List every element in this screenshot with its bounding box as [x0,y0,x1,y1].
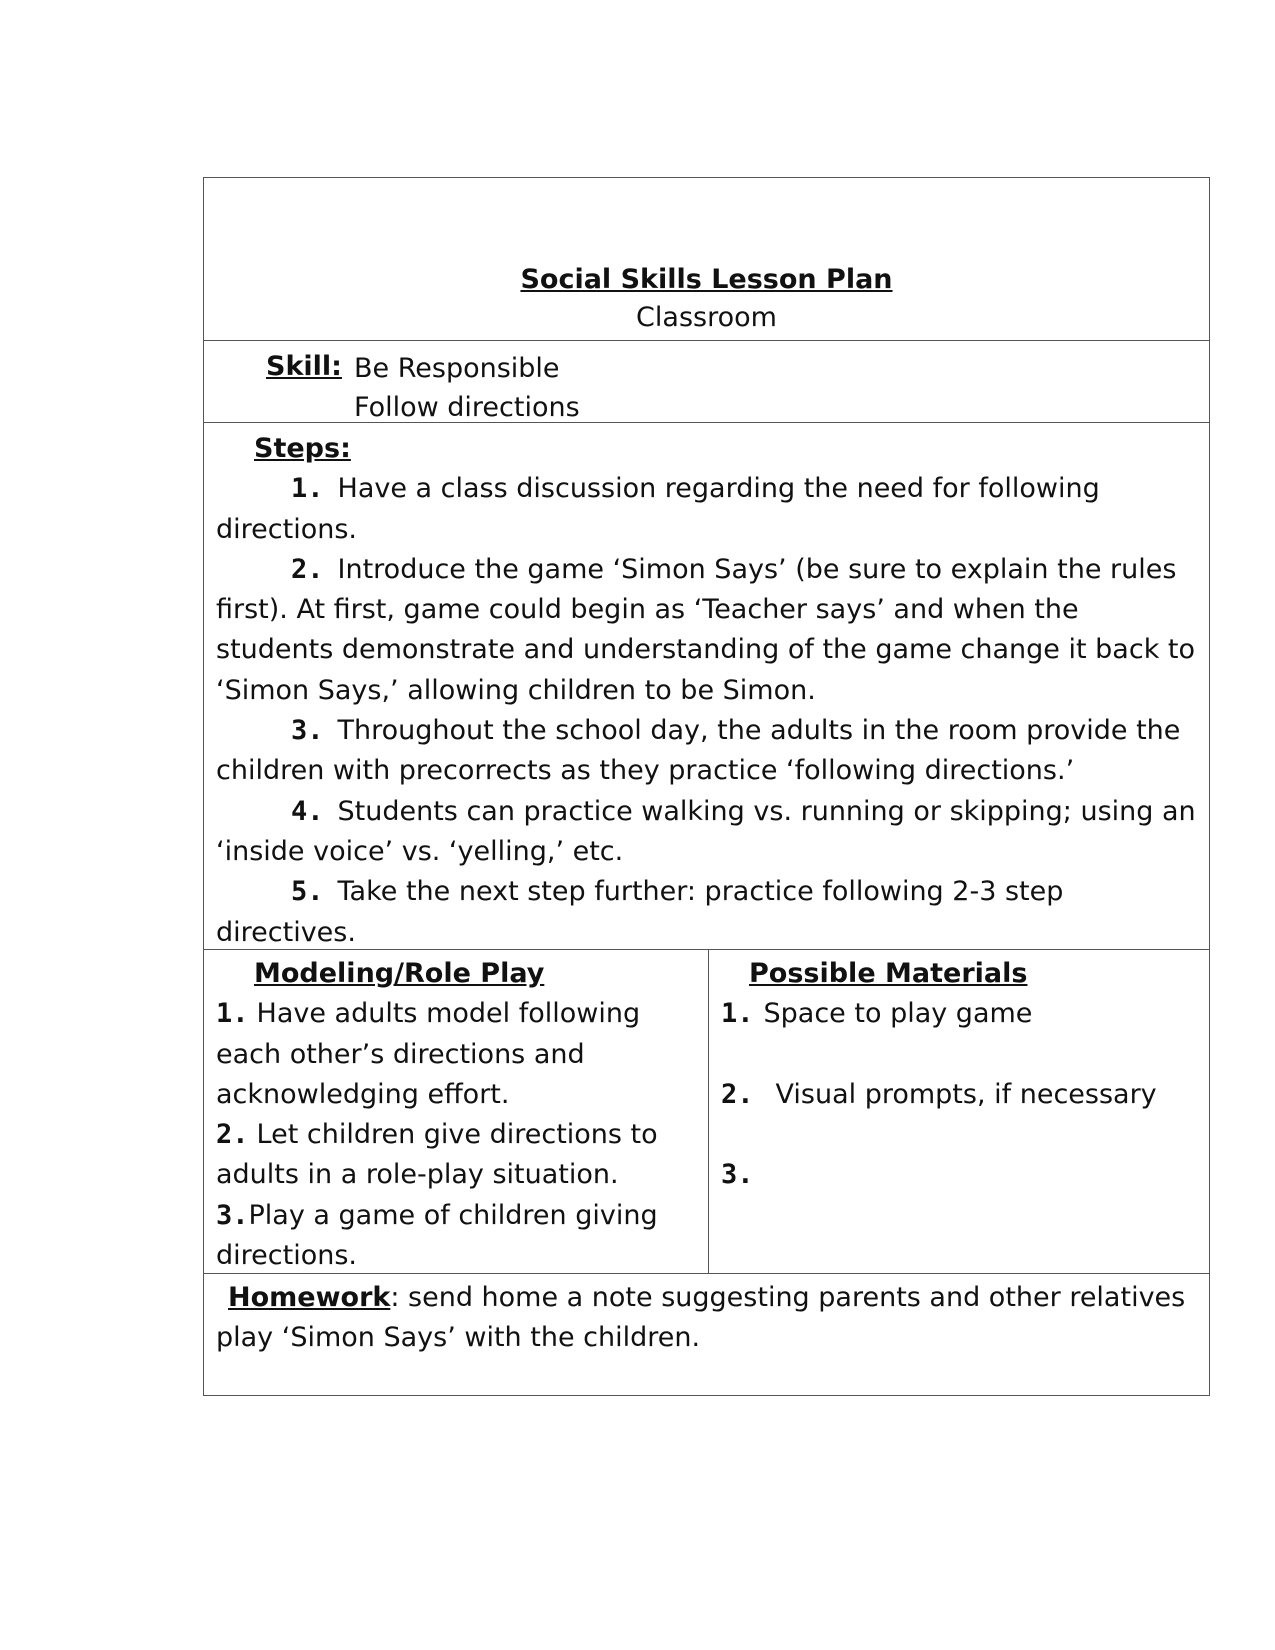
steps-heading: Steps: [254,433,351,464]
step-number: 2. [291,553,324,585]
step-number: 3. [291,715,324,747]
step-text: Take the next step further: practice following 2-3 step directives. [216,876,1064,948]
modeling-column [204,950,709,1273]
step-item [216,469,1197,550]
modeling-text: Have adults model following each other’s directions and acknowledging effort. [216,998,641,1110]
spacer [721,1035,1199,1075]
step-text: Have a class discussion regarding the need for following directions. [216,473,1100,545]
step-item [216,550,1197,711]
material-text: Space to play game [763,998,1033,1030]
modeling-number: 3. [216,1199,249,1231]
material-number: 1. [721,998,754,1030]
step-number: 5. [291,876,324,908]
modeling-text: Let children give directions to adults in a role-play situation. [216,1119,658,1191]
modeling-text: Play a game of children giving directions. [216,1199,658,1272]
modeling-item [216,1196,698,1277]
skill-section [204,341,1209,423]
materials-heading: Possible Materials [749,958,1028,989]
step-item [216,711,1197,792]
step-number: 4. [291,795,324,827]
homework-section [204,1274,1209,1395]
material-number: 2. [721,1078,754,1110]
modeling-heading: Modeling/Role Play [254,958,545,989]
skill-line: Follow directions [354,392,580,423]
lesson-plan-table [203,177,1210,1396]
homework-text: : send home a note suggesting parents and other relatives play ‘Simon Says’ with the children. [216,1282,1186,1354]
modeling-item [216,994,698,1115]
document-subtitle: Classroom [636,302,777,333]
modeling-item [216,1115,698,1196]
skill-line: Be Responsible [354,353,560,384]
material-item [721,1155,1199,1195]
material-number: 3. [721,1159,754,1191]
homework-label: Homework [228,1282,391,1313]
modeling-number: 2. [216,1119,249,1151]
step-text: Introduce the game ‘Simon Says’ (be sure to explain the rules first). At first, game could begin as ‘Teacher says’ and when the students demonstrate and understanding of the game change it back to ‘Simon Says,’ allowing children to be Simon. [216,553,1196,706]
material-item [721,1075,1199,1115]
material-text: Visual prompts, if necessary [775,1078,1157,1110]
step-text: Students can practice walking vs. running or skipping; using an ‘inside voice’ vs. ‘yelling,’ etc. [216,795,1196,867]
modeling-materials-section [204,950,1209,1274]
step-text: Throughout the school day, the adults in the room provide the children with precorrects as they practice ‘following directions.’ [216,715,1181,787]
skill-values [354,349,580,427]
step-number: 1. [291,473,324,505]
steps-section [204,423,1209,950]
step-item [216,792,1197,873]
materials-column [709,950,1209,1273]
title-section [204,178,1209,341]
material-item [721,994,1199,1034]
skill-label: Skill: [266,351,342,382]
document-title: Social Skills Lesson Plan [520,264,893,295]
step-item [216,872,1197,953]
spacer [721,1115,1199,1155]
modeling-number: 1. [216,998,249,1030]
